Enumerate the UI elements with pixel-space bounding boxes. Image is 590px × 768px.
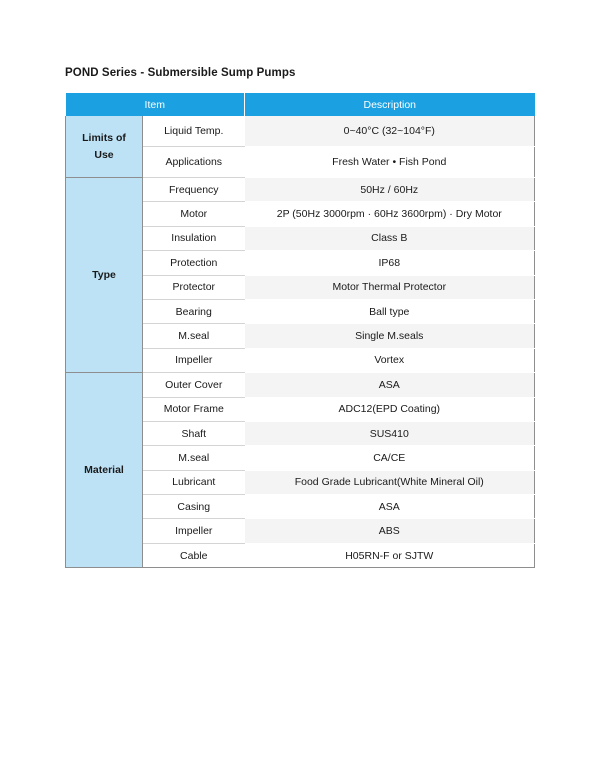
- description-cell: 2P (50Hz 3000rpm · 60Hz 3600rpm) · Dry Motor: [245, 202, 535, 226]
- description-cell: ADC12(EPD Coating): [245, 397, 535, 421]
- document-title: POND Series - Submersible Sump Pumps: [65, 67, 296, 79]
- table-body: [66, 116, 535, 568]
- table-row: [66, 373, 535, 397]
- item-cell: Liquid Temp.: [143, 116, 245, 147]
- description-cell: SUS410: [245, 421, 535, 445]
- item-cell: Outer Cover: [143, 373, 245, 397]
- description-cell: Food Grade Lubricant(White Mineral Oil): [245, 470, 535, 494]
- header-description: Description: [245, 93, 535, 116]
- header-item: Item: [66, 93, 245, 116]
- item-cell: Motor Frame: [143, 397, 245, 421]
- table-header-row: [66, 93, 535, 116]
- item-cell: M.seal: [143, 446, 245, 470]
- item-cell: Applications: [143, 147, 245, 178]
- description-cell: Motor Thermal Protector: [245, 275, 535, 299]
- description-cell: Single M.seals: [245, 324, 535, 348]
- item-cell: Protection: [143, 251, 245, 275]
- table-row: [66, 178, 535, 202]
- group-label: Type: [66, 178, 143, 373]
- group-label: Limits of Use: [66, 116, 143, 178]
- description-cell: ABS: [245, 519, 535, 543]
- description-cell: CA/CE: [245, 446, 535, 470]
- item-cell: Impeller: [143, 348, 245, 372]
- description-cell: 0~40°C (32~104°F): [245, 116, 535, 147]
- group-label: Material: [66, 373, 143, 568]
- item-cell: Shaft: [143, 421, 245, 445]
- description-cell: IP68: [245, 251, 535, 275]
- description-cell: Vortex: [245, 348, 535, 372]
- item-cell: Insulation: [143, 226, 245, 250]
- item-cell: Protector: [143, 275, 245, 299]
- item-cell: Motor: [143, 202, 245, 226]
- table-row: [66, 116, 535, 147]
- item-cell: Lubricant: [143, 470, 245, 494]
- description-cell: Ball type: [245, 299, 535, 323]
- description-cell: 50Hz / 60Hz: [245, 178, 535, 202]
- specification-table: [65, 93, 535, 568]
- item-cell: Cable: [143, 543, 245, 567]
- description-cell: ASA: [245, 495, 535, 519]
- item-cell: Frequency: [143, 178, 245, 202]
- item-cell: Impeller: [143, 519, 245, 543]
- description-cell: H05RN-F or SJTW: [245, 543, 535, 567]
- description-cell: ASA: [245, 373, 535, 397]
- item-cell: Bearing: [143, 299, 245, 323]
- item-cell: Casing: [143, 495, 245, 519]
- description-cell: Fresh Water • Fish Pond: [245, 147, 535, 178]
- description-cell: Class B: [245, 226, 535, 250]
- item-cell: M.seal: [143, 324, 245, 348]
